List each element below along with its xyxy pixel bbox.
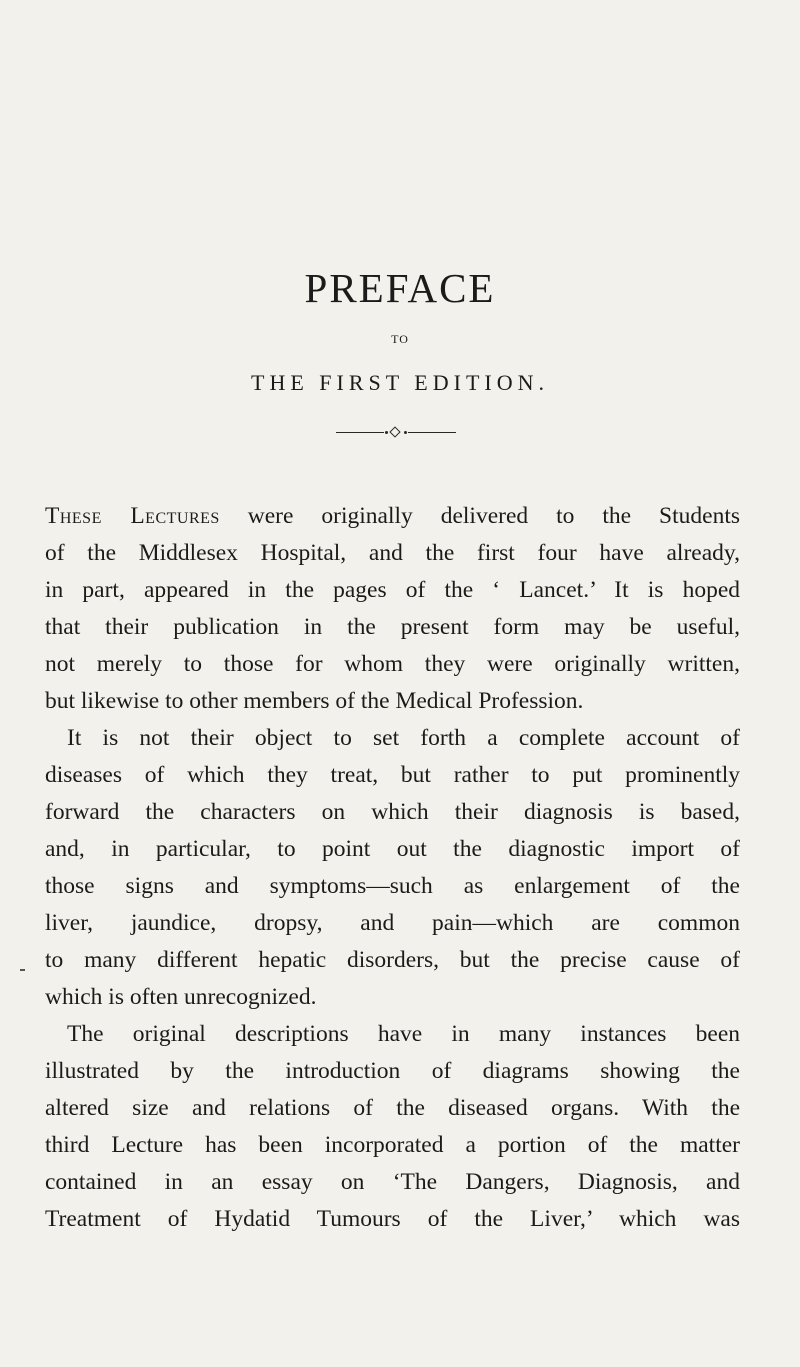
rule-diamond-ornament-icon bbox=[336, 428, 456, 438]
paragraph-1-line-1 bbox=[45, 505, 740, 529]
paragraph-1-line-4: that their publication in the present form may be useful, bbox=[45, 614, 740, 640]
paragraph-3-line-6: Treatment of Hydatid Tumours of the Liver,’ which was bbox=[45, 1206, 740, 1232]
paragraph-2-line-5: those signs and symptoms—such as enlargement of the bbox=[45, 873, 740, 899]
paragraph-1-line-5: not merely to those for whom they were originally written, bbox=[45, 651, 740, 677]
paragraph-2-line-4: and, in particular, to point out the diagnostic import of bbox=[45, 836, 740, 862]
paragraph-2-line-3: forward the characters on which their diagnosis is based, bbox=[45, 799, 740, 825]
opening-small-caps: These Lectures bbox=[45, 503, 220, 529]
line-text: were originally delivered to the Students bbox=[219, 503, 740, 529]
paragraph-3-line-3: altered size and relations of the diseased organs. With the bbox=[45, 1095, 740, 1121]
edition-subtitle: THE FIRST EDITION. bbox=[251, 370, 549, 395]
paragraph-2-line-2: diseases of which they treat, but rather to put prominently bbox=[45, 762, 740, 788]
paragraph-2-line-7: to many different hepatic disorders, but the precise cause of bbox=[45, 947, 740, 973]
paragraph-3-line-5: contained in an essay on ‘The Dangers, Diagnosis, and bbox=[45, 1169, 740, 1195]
paragraph-3-line-1: The original descriptions have in many instances been bbox=[67, 1021, 740, 1047]
paragraph-1-line-2: of the Middlesex Hospital, and the first four have already, bbox=[45, 540, 740, 566]
paragraph-2-line-8: which is often unrecognized. bbox=[45, 984, 317, 1010]
title-connector: TO bbox=[391, 332, 409, 346]
paragraph-1-line-6: but likewise to other members of the Medical Profession. bbox=[45, 688, 584, 714]
paragraph-2-line-6: liver, jaundice, dropsy, and pain—which are common bbox=[45, 910, 740, 936]
paragraph-3-line-2: illustrated by the introduction of diagrams showing the bbox=[45, 1058, 740, 1084]
paragraph-1-line-3: in part, appeared in the pages of the ‘ Lancet.’ It is hoped bbox=[45, 577, 740, 603]
paragraph-2-line-1: It is not their object to set forth a complete account of bbox=[67, 725, 740, 751]
paragraph-3-line-4: third Lecture has been incorporated a portion of the matter bbox=[45, 1132, 740, 1158]
preface-title: PREFACE bbox=[304, 265, 496, 311]
margin-mark-icon bbox=[20, 969, 25, 971]
